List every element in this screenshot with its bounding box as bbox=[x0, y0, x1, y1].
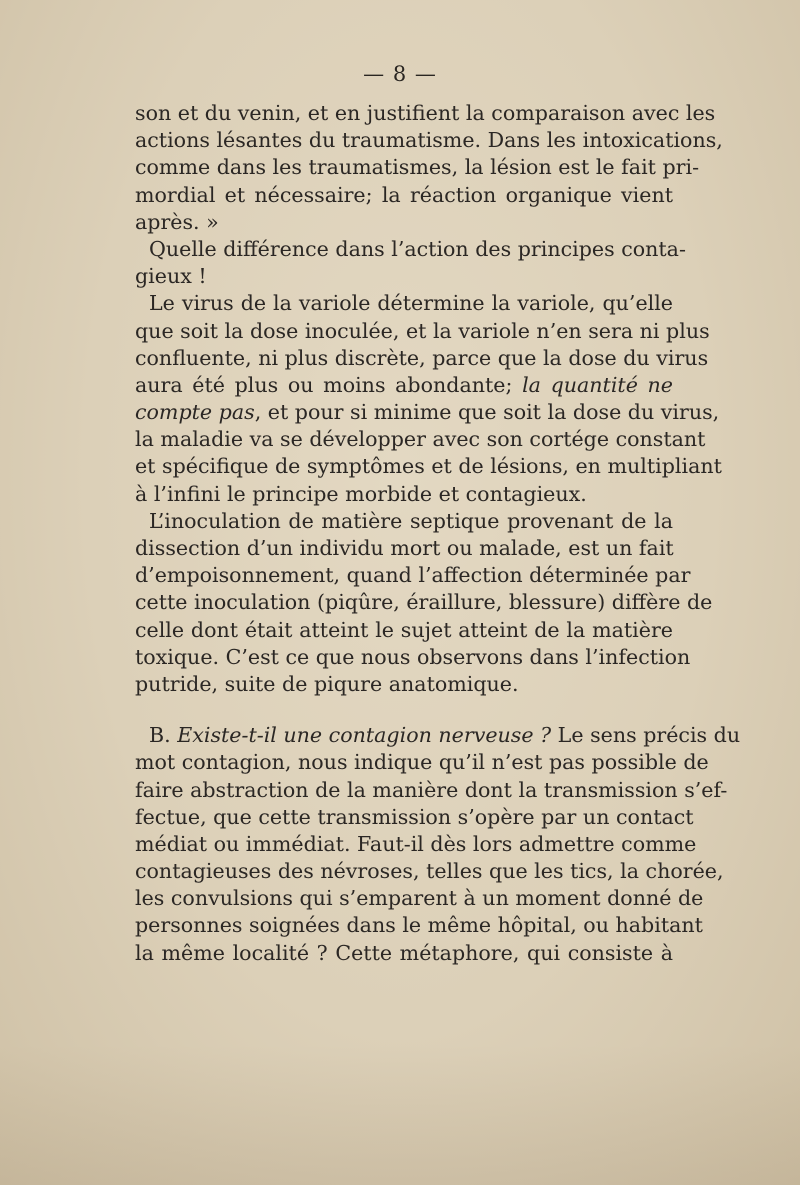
paragraph bbox=[135, 236, 686, 290]
text-line: la même localité ? Cette métaphore, qui consiste à bbox=[135, 940, 673, 965]
text-line: et spécifique de symptômes et de lésions, en multipliant bbox=[135, 454, 722, 479]
paragraph bbox=[135, 100, 723, 236]
text-line: après. » bbox=[135, 209, 219, 234]
text-line: actions lésantes du traumatisme. Dans les intoxications, bbox=[135, 128, 723, 153]
text-line: contagieuses des névroses, telles que les tics, la chorée, bbox=[135, 859, 724, 884]
text-line: cette inoculation (piqûre, éraillure, blessure) diffère de bbox=[135, 590, 713, 615]
page-number: — 8 — bbox=[363, 62, 437, 86]
body-text bbox=[135, 100, 741, 967]
section-gap bbox=[135, 698, 673, 722]
text-line: médiat ou immédiat. Faut-il dès lors admettre comme bbox=[135, 831, 697, 856]
paragraph bbox=[135, 722, 741, 967]
text-line: Le virus de la variole détermine la variole, qu’elle bbox=[149, 291, 673, 316]
section-heading: Existe-t-il une contagion nerveuse ? bbox=[177, 723, 552, 748]
text-line: mordial et nécessaire; la réaction organique vient bbox=[135, 182, 673, 207]
section-label: B. bbox=[149, 723, 178, 748]
text-line: Quelle différence dans l’action des principes conta- bbox=[149, 236, 686, 261]
text-line: toxique. C’est ce que nous observons dans l’infection bbox=[135, 644, 691, 669]
text-line: faire abstraction de la manière dont la transmission s’ef- bbox=[135, 777, 728, 802]
text-line: personnes soignées dans le même hôpital, ou habitant bbox=[135, 913, 703, 938]
italic-phrase: compte pas bbox=[135, 400, 255, 425]
text-line: gieux ! bbox=[135, 264, 207, 289]
text-line: les convulsions qui s’emparent à un moment donné de bbox=[135, 886, 704, 911]
text-line: la maladie va se développer avec son cortége constant bbox=[135, 427, 706, 452]
text-line: d’empoisonnement, quand l’affection déterminée par bbox=[135, 563, 691, 588]
text-line: putride, suite de piqure anatomique. bbox=[135, 671, 519, 696]
italic-phrase: la quantité ne bbox=[522, 372, 673, 397]
text-line: dissection d’un individu mort ou malade, est un fait bbox=[135, 536, 674, 560]
text-line: son et du venin, et en justifient la comparaison avec les bbox=[135, 101, 716, 125]
text-line: aura été plus ou moins abondante; la quantité ne bbox=[135, 372, 673, 397]
text-line: B. Existe-t-il une contagion nerveuse ? Le sens précis du bbox=[149, 723, 741, 748]
text-line: mot contagion, nous indique qu’il n’est pas possible de bbox=[135, 750, 709, 775]
text-line: celle dont était atteint le sujet atteint de la matière bbox=[135, 617, 673, 642]
text-line: L’inoculation de matière septique provenant de la bbox=[149, 508, 673, 533]
text-line: comme dans les traumatismes, la lésion est le fait pri- bbox=[135, 155, 700, 180]
text-line: confluente, ni plus discrète, parce que la dose du virus bbox=[135, 345, 709, 370]
text-line: que soit la dose inoculée, et la variole n’en sera ni plus bbox=[135, 318, 710, 343]
paragraph bbox=[135, 290, 722, 508]
text-line: compte pas, et pour si minime que soit la dose du virus, bbox=[135, 400, 720, 425]
paragraph bbox=[135, 508, 713, 698]
text-line: à l’infini le principe morbide et contagieux. bbox=[135, 481, 587, 506]
text-line: fectue, que cette transmission s’opère par un contact bbox=[135, 804, 694, 829]
